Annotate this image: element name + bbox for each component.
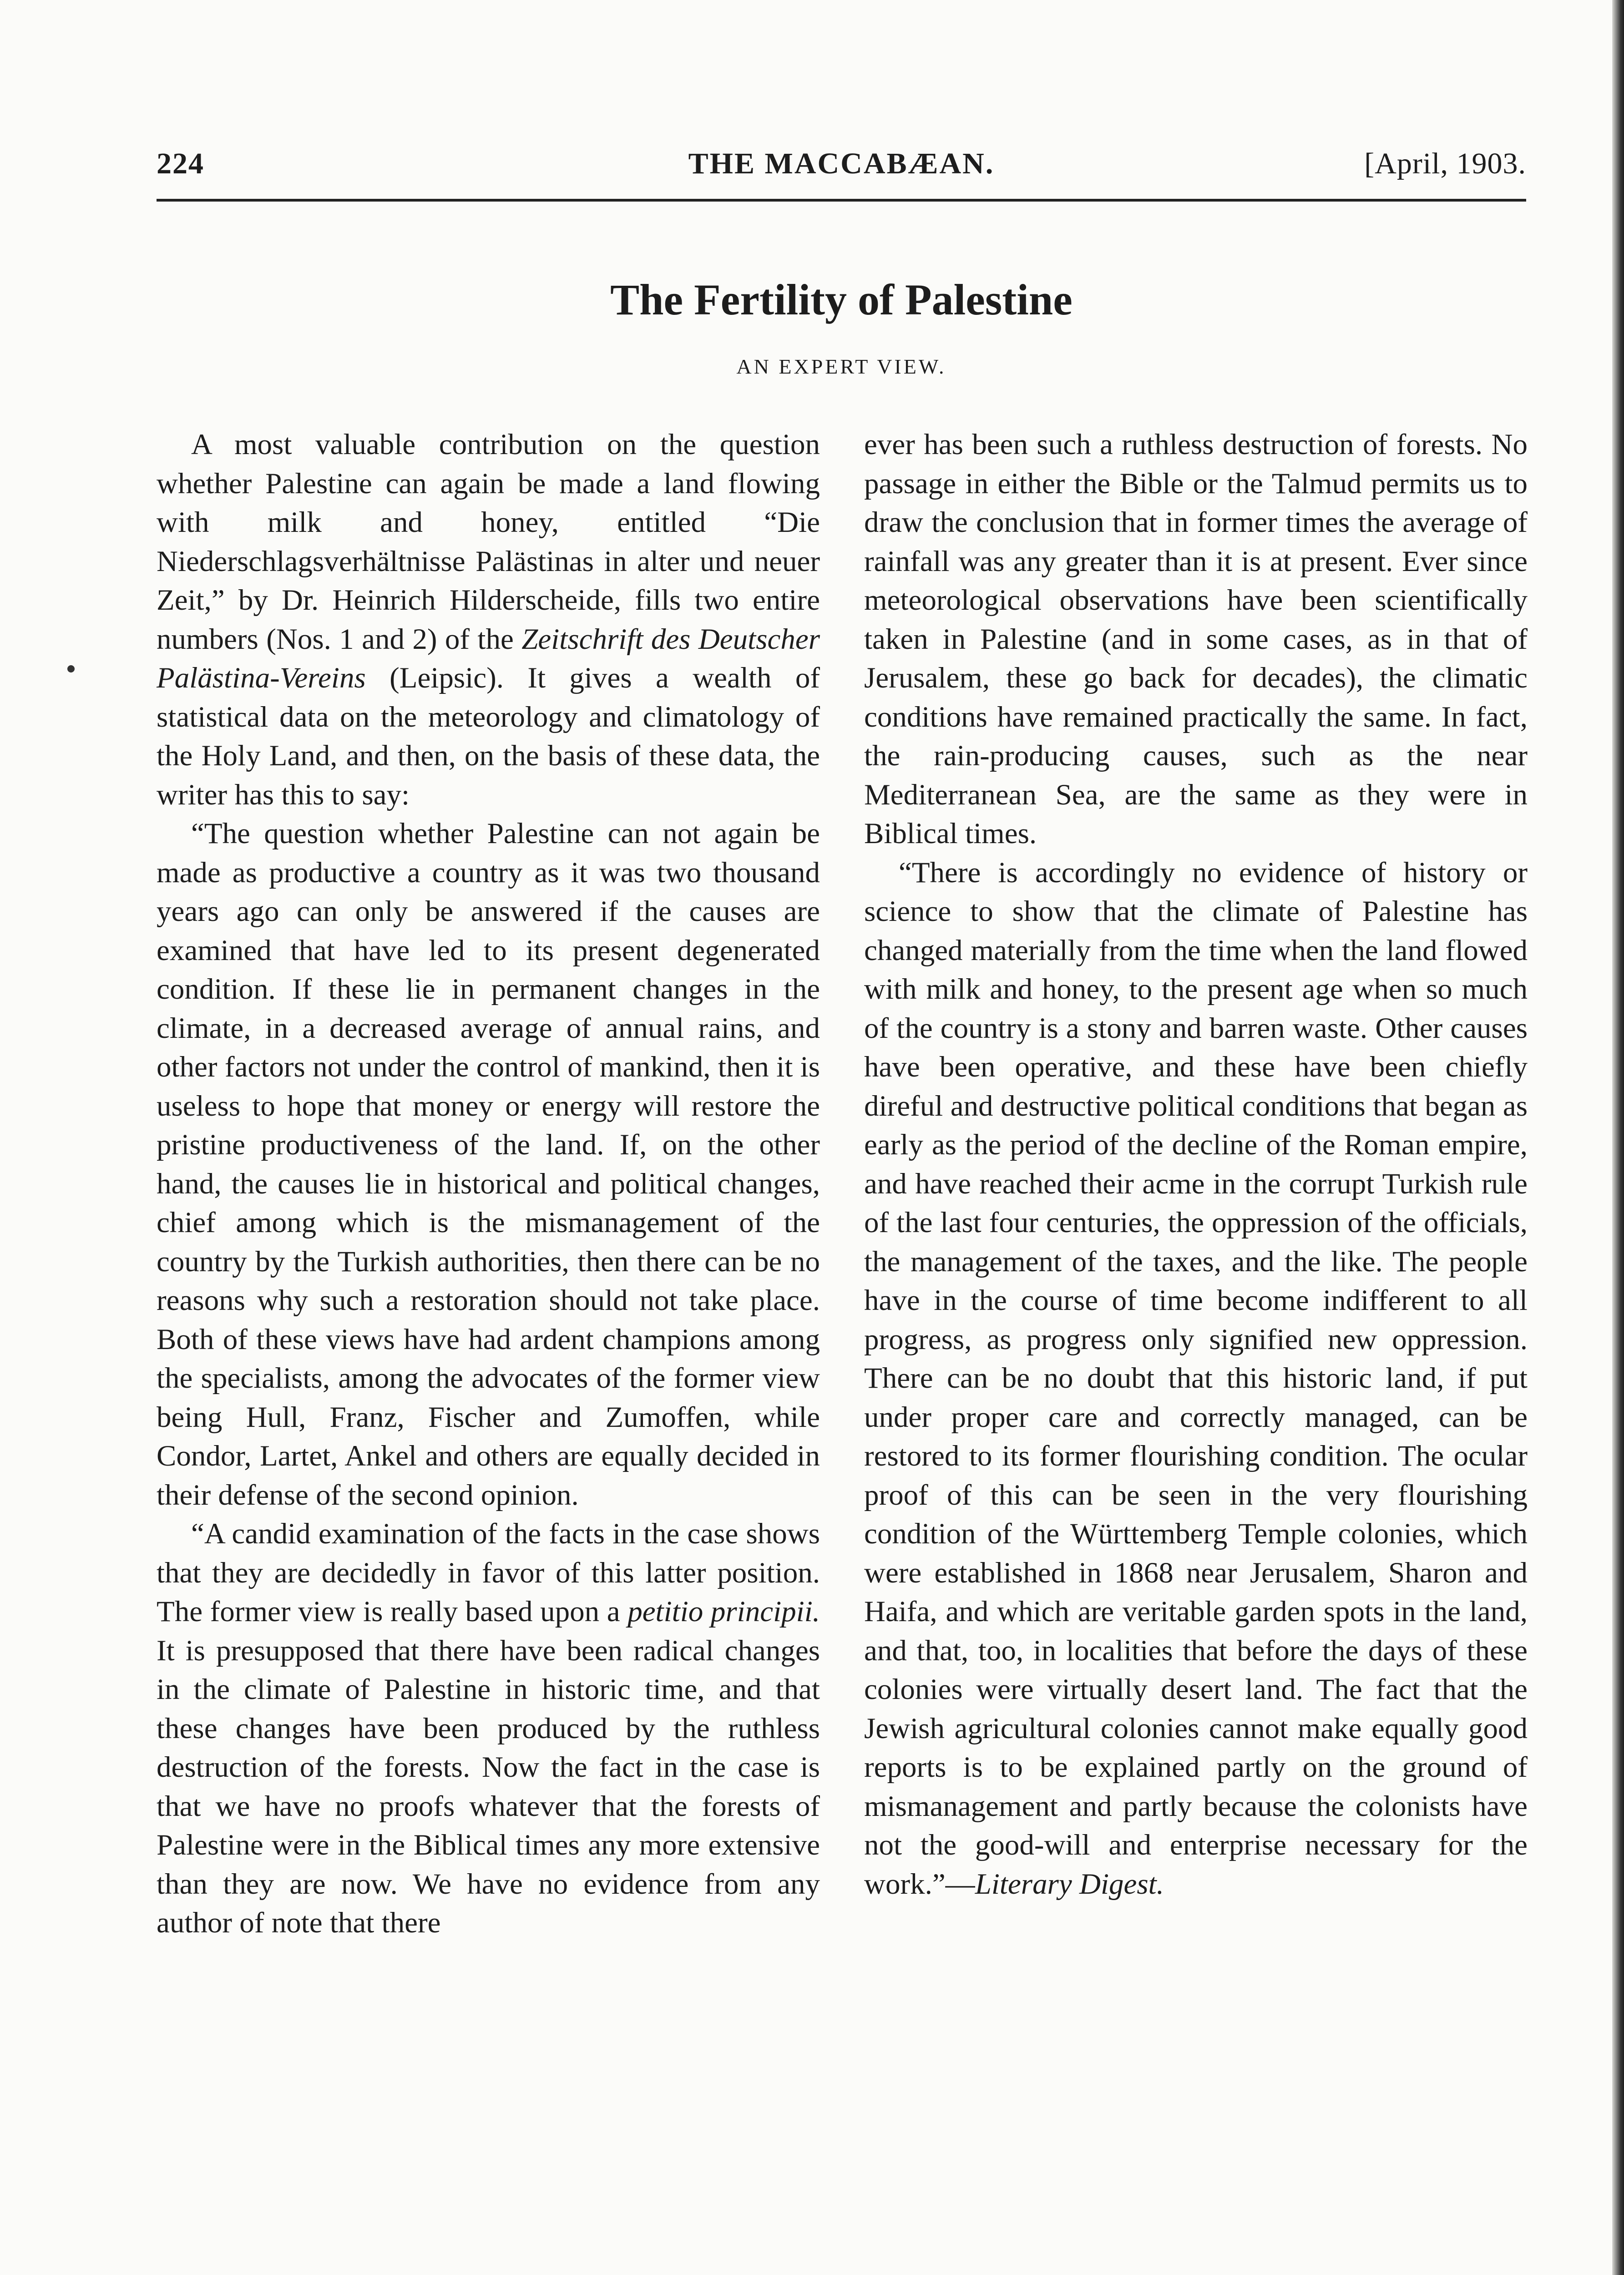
article-title: The Fertility of Palestine <box>610 275 1073 324</box>
latin-phrase: petitio principii. <box>627 1595 820 1628</box>
quote-paragraph-3 <box>864 854 1528 1904</box>
article-subtitle: AN EXPERT VIEW. <box>736 355 946 378</box>
scan-page-edge <box>1612 0 1624 2275</box>
issue-date: [April, 1903. <box>1364 147 1526 180</box>
journal-title: THE MACCABÆAN. <box>688 147 995 180</box>
quote-paragraph-3-text: “There is accordingly no evidence of history or science to show that the climate of Palestine has changed materially from the time when the land flowed with milk and honey, to the present age when so much of the country is a stony and barren waste. Other causes have been operative, and these have been chiefly direful and destructive political conditions that began as early as the period of the decline of the Roman empire, and have reached their acme in the corrupt Turkish rule of the last four centuries, the oppression of the officials, the management of the taxes, and the like. The people have in the course of time become indifferent to all progress, as progress only signified new oppression. There can be no doubt that this historic land, if put under proper care and correctly managed, can be restored to its former flourishing condition. The ocular proof of this can be seen in the very flourishing condition of the Württemberg Temple colonies, which were established in 1868 near Jerusalem, Sharon and Haifa, and which are veritable garden spots in the land, and that, too, in localities that before the days of these colonies were virtually desert land. The fact that the Jewish agricultural colonies cannot make equally good reports is to be explained partly on the ground of mismanagement and partly because the colonists have not the good-will and enterprise necessary for the work.”— <box>864 856 1528 1901</box>
running-head <box>157 143 1526 193</box>
source-attribution: Literary Digest. <box>975 1867 1164 1901</box>
page-number: 224 <box>157 147 204 180</box>
quote-paragraph-1: “The question whether Palestine can not again be made as productive a country as it was two thousand years ago can only be answered if the causes are examined that have led to its present degenerated condition. If these lie in permanent changes in the climate, in a decreased average of annual rains, and other factors not under the control of mankind, then it is useless to hope that money or energy will restore the pristine productiveness of the land. If, on the other hand, the causes lie in historical and political changes, chief among which is the mismanagement of the country by the Turkish authorities, then there can be no reasons why such a restoration should not take place. Both of these views have had ardent champions among the specialists, among the advocates of the former view being Hull, Franz, Fischer and Zumoffen, while Condor, Lartet, Ankel and others are equally decided in their defense of the second opinion. <box>157 817 820 1512</box>
margin-speck <box>67 665 75 672</box>
quote-paragraph-2-text: “A candid examination of the facts in the case shows that they are decidedly in favor of this latter position. The former view is really based upon a <box>157 1517 820 1628</box>
intro-text: A most valuable contribution on the question whether Palestine can again be made a land flowing with milk and honey, entitled “Die Niederschlagsverhältnisse Palästinas in alter und neuer Zeit,” by Dr. Heinrich Hilderscheide, fills two entire numbers (Nos. 1 and 2) of the <box>157 428 820 656</box>
intro-text-continued: (Leipsic). It gives a wealth of statistical data on the meteorology and climatology of the Holy Land, and then, on the basis of these data, the writer has this to say: <box>157 662 820 811</box>
journal-reference: Zeitschrift des Deutscher Palästina-Vereins <box>157 622 820 694</box>
intro-paragraph <box>157 425 820 814</box>
quote-paragraph-2-rest: It is presupposed that there have been radical changes in the climate of Palestine in historic time, and that these changes have been produced by the ruthless destruction of the forests. Now the fact in the case is that we have no proofs whatever that the forests of Palestine were in the Biblical times any more extensive than they are now. We have no evidence from any author of note that there <box>157 1634 820 1939</box>
right-column <box>864 425 1528 1904</box>
header-rule <box>157 199 1526 202</box>
left-column <box>157 425 820 1943</box>
quote-paragraph-2 <box>157 1515 820 1943</box>
quote-paragraph-2-continued: ever has been such a ruthless destruction of forests. No passage in either the Bible or the Talmud permits us to draw the conclusion that in former times the average of rainfall was any greater than it is at present. Ever since meteorological observations have been scientifically taken in Palestine (and in some cases, as in that of Jerusalem, these go back for decades), the climatic conditions have remained practically the same. In fact, the rain-producing causes, such as the near Mediterranean Sea, are the same as they were in Biblical times. <box>864 428 1528 850</box>
